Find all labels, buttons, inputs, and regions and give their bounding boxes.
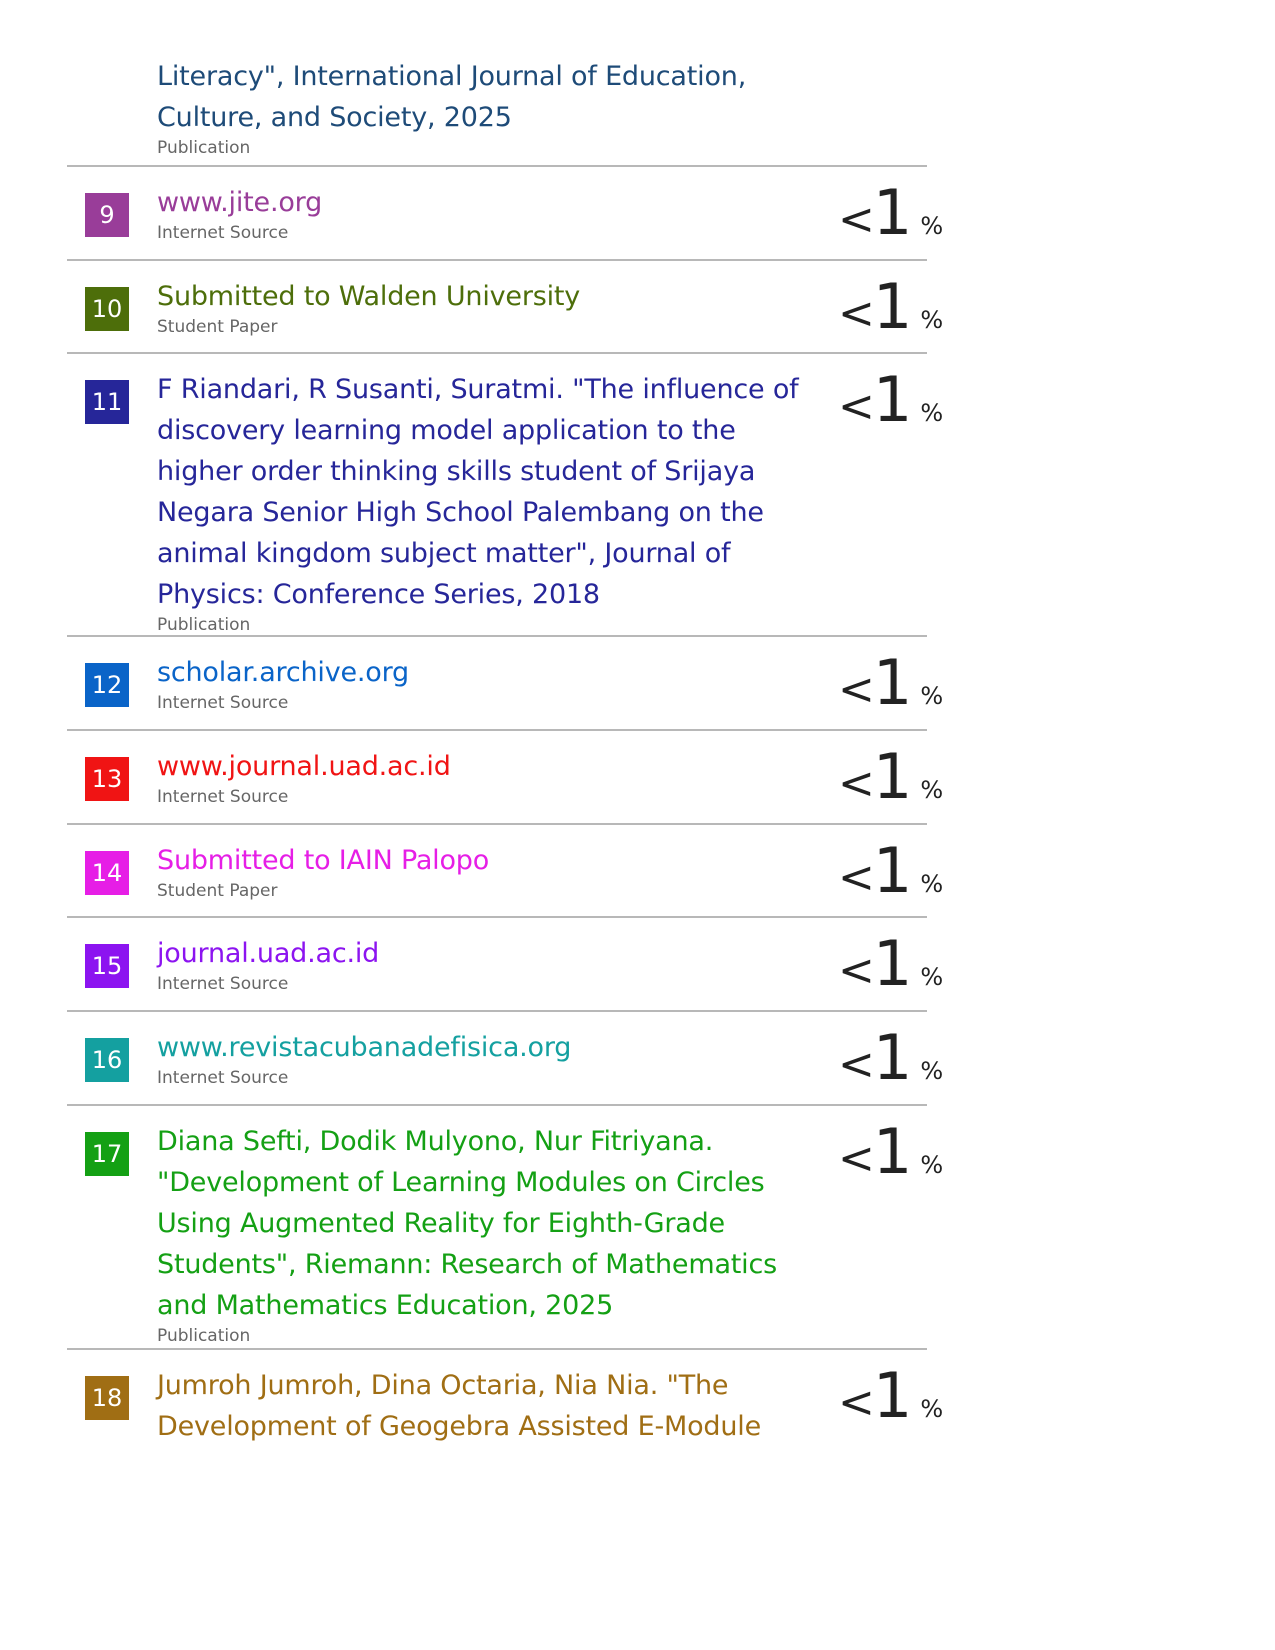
- source-title: Literacy", International Journal of Education, Culture, and Society, 2025: [157, 61, 747, 133]
- row-divider: [67, 1010, 927, 1012]
- source-type: Internet Source: [157, 974, 289, 994]
- source-8-continuation: [157, 56, 807, 158]
- source-title: Diana Sefti, Dodik Mulyono, Nur Fitriyana. "Development of Learning Modules on Circles Using Augmented Reality for Eighth-Grade Students", Riemann: Research of Mathematics and Mathematics Education, 2025: [157, 1126, 777, 1321]
- row-divider: [67, 729, 927, 731]
- source-type: Publication: [157, 1326, 251, 1346]
- source-number-badge: 17: [85, 1132, 129, 1176]
- less-than-sign: <: [838, 852, 875, 903]
- source-type: Internet Source: [157, 223, 289, 243]
- source-number-badge: 15: [85, 944, 129, 988]
- row-divider: [67, 823, 927, 825]
- row-divider: [67, 352, 927, 354]
- percent-sign: %: [920, 212, 944, 240]
- source-type: Student Paper: [157, 881, 278, 901]
- source-number-badge: 14: [85, 851, 129, 895]
- source-title: F Riandari, R Susanti, Suratmi. "The influence of discovery learning model application to the higher order thinking skills student of Srijaya Negara Senior High School Palembang on the animal kingdom subject matter", Journal of Physics: Conference Series, 2018: [157, 374, 799, 610]
- row-divider: [67, 1348, 927, 1350]
- match-percent: [838, 1115, 944, 1188]
- percent-value: 1: [872, 1359, 913, 1432]
- row-divider: [67, 1104, 927, 1106]
- percent-value: 1: [872, 1115, 913, 1188]
- match-percent: [838, 270, 944, 343]
- match-percent: [838, 1359, 944, 1432]
- percent-value: 1: [872, 270, 913, 343]
- source-title: Submitted to Walden University: [157, 281, 581, 312]
- percent-value: 1: [872, 1021, 913, 1094]
- percent-sign: %: [920, 399, 944, 427]
- source-title: journal.uad.ac.id: [157, 938, 380, 969]
- source-title: Submitted to IAIN Palopo: [157, 845, 490, 876]
- source-title: scholar.archive.org: [157, 657, 409, 688]
- percent-value: 1: [872, 646, 913, 719]
- less-than-sign: <: [838, 945, 875, 996]
- percent-sign: %: [920, 682, 944, 710]
- match-percent: [838, 834, 944, 907]
- source-type: Internet Source: [157, 787, 289, 807]
- percent-sign: %: [920, 963, 944, 991]
- source-type: Publication: [157, 615, 251, 635]
- percent-sign: %: [920, 306, 944, 334]
- source-type: Internet Source: [157, 1068, 289, 1088]
- source-number-badge: 18: [85, 1376, 129, 1420]
- source-type: Internet Source: [157, 693, 289, 713]
- source-title: www.revistacubanadefisica.org: [157, 1032, 572, 1063]
- source-type: Publication: [157, 138, 251, 158]
- match-percent: [838, 646, 944, 719]
- source-title: www.jite.org: [157, 187, 323, 218]
- percent-sign: %: [920, 1057, 944, 1085]
- row-divider: [67, 165, 927, 167]
- percent-value: 1: [872, 740, 913, 813]
- match-percent: [838, 176, 944, 249]
- percent-value: 1: [872, 927, 913, 1000]
- source-number-badge: 10: [85, 287, 129, 331]
- less-than-sign: <: [838, 1377, 875, 1428]
- source-number-badge: 9: [85, 193, 129, 237]
- less-than-sign: <: [838, 1039, 875, 1090]
- less-than-sign: <: [838, 194, 875, 245]
- less-than-sign: <: [838, 758, 875, 809]
- percent-value: 1: [872, 834, 913, 907]
- percent-value: 1: [872, 176, 913, 249]
- percent-value: 1: [872, 363, 913, 436]
- row-divider: [67, 916, 927, 918]
- source-number-badge: 13: [85, 757, 129, 801]
- source-title: Jumroh Jumroh, Dina Octaria, Nia Nia. "The Development of Geogebra Assisted E-Module: [157, 1370, 761, 1442]
- percent-sign: %: [920, 776, 944, 804]
- source-type: Student Paper: [157, 317, 278, 337]
- match-percent: [838, 740, 944, 813]
- source-number-badge: 11: [85, 380, 129, 424]
- source-number-badge: 12: [85, 663, 129, 707]
- less-than-sign: <: [838, 664, 875, 715]
- source-title: www.journal.uad.ac.id: [157, 751, 451, 782]
- source-number-badge: 16: [85, 1038, 129, 1082]
- row-divider: [67, 259, 927, 261]
- less-than-sign: <: [838, 381, 875, 432]
- less-than-sign: <: [838, 288, 875, 339]
- row-divider: [67, 635, 927, 637]
- match-percent: [838, 1021, 944, 1094]
- percent-sign: %: [920, 1395, 944, 1423]
- match-percent: [838, 927, 944, 1000]
- percent-sign: %: [920, 1151, 944, 1179]
- percent-sign: %: [920, 870, 944, 898]
- match-percent: [838, 363, 944, 436]
- less-than-sign: <: [838, 1133, 875, 1184]
